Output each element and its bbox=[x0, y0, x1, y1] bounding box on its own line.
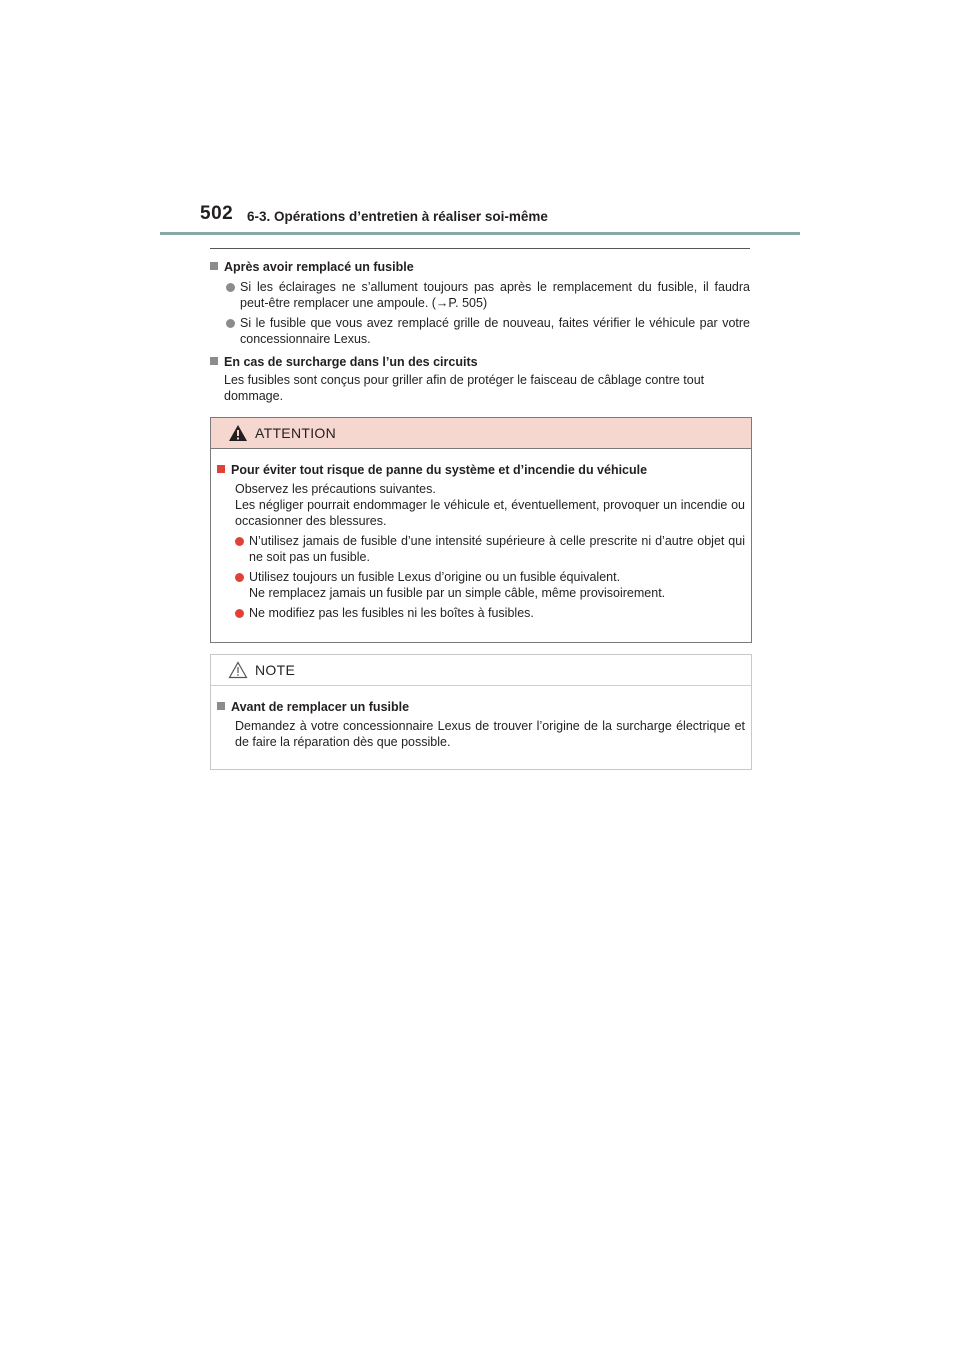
warning-triangle-outline-icon bbox=[228, 661, 248, 679]
section-title: 6-3. Opérations d’entretien à réaliser soi-même bbox=[247, 209, 548, 224]
round-bullet-icon bbox=[235, 537, 244, 546]
section-after-replacing bbox=[210, 259, 750, 347]
page-header bbox=[200, 203, 800, 233]
square-bullet-icon bbox=[217, 702, 225, 710]
section-text: Les fusibles sont conçus pour griller afin de protéger le faisceau de câblage contre tout dommage. bbox=[224, 373, 705, 403]
square-bullet-icon bbox=[210, 357, 218, 365]
note-heading: Avant de remplacer un fusible bbox=[231, 700, 410, 714]
list-item: N’utilisez jamais de fusible d’une intensité supérieure à celle prescrite ni d’autre objet qui ne soit pas un fusible. bbox=[217, 533, 745, 565]
list-item: Ne modifiez pas les fusibles ni les boîtes à fusibles. bbox=[217, 605, 745, 621]
warning-triangle-icon bbox=[228, 424, 248, 442]
round-bullet-icon bbox=[226, 283, 235, 292]
attention-title: ATTENTION bbox=[255, 425, 336, 441]
round-bullet-icon bbox=[226, 319, 235, 328]
attention-header bbox=[211, 418, 751, 449]
note-title: NOTE bbox=[255, 662, 296, 678]
page-number: 502 bbox=[200, 203, 234, 224]
round-bullet-icon bbox=[235, 573, 244, 582]
section-heading: En cas de surcharge dans l’un des circuits bbox=[224, 355, 478, 369]
section-overload bbox=[210, 354, 750, 404]
square-bullet-icon bbox=[217, 465, 225, 473]
note-header bbox=[211, 655, 751, 686]
square-bullet-icon bbox=[210, 262, 218, 270]
list-item: Si le fusible que vous avez remplacé grille de nouveau, faites vérifier le véhicule par votre concessionnaire Lexus. bbox=[210, 315, 750, 347]
attention-box bbox=[210, 417, 752, 643]
header-rule bbox=[160, 232, 800, 235]
content-rule bbox=[210, 248, 750, 249]
note-text: Demandez à votre concessionnaire Lexus de trouver l’origine de la surcharge électrique et de faire la réparation dès que possible. bbox=[235, 719, 745, 749]
round-bullet-icon bbox=[235, 609, 244, 618]
list-item: Utilisez toujours un fusible Lexus d’origine ou un fusible équivalent. Ne remplacez jamais un fusible par un simple câble, même provisoirement. bbox=[217, 569, 745, 601]
attention-text: Observez les précautions suivantes. Les négliger pourrait endommager le véhicule et, éventuellement, provoquer un incendie ou occasionner des blessures. bbox=[235, 482, 745, 528]
attention-heading: Pour éviter tout risque de panne du système et d’incendie du véhicule bbox=[231, 463, 648, 477]
section-heading: Après avoir remplacé un fusible bbox=[224, 260, 414, 274]
list-item: Si les éclairages ne s’allument toujours pas après le remplacement du fusible, il faudra peut-être remplacer une ampoule. (→P. 505) bbox=[210, 279, 750, 311]
note-box bbox=[210, 654, 752, 770]
